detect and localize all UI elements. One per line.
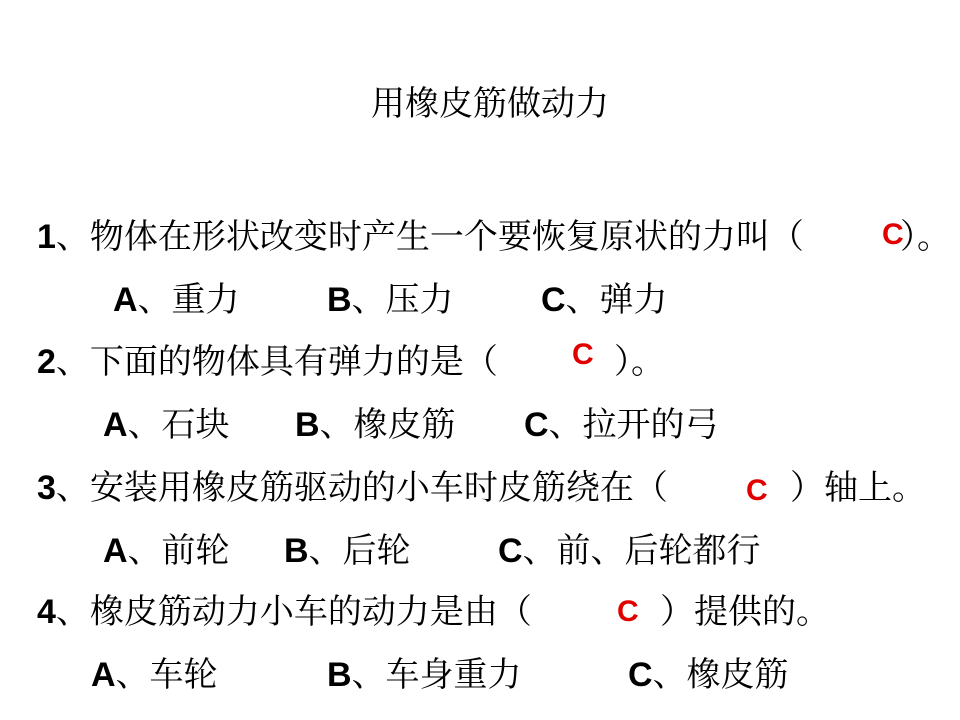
question-number: 4 bbox=[37, 593, 56, 631]
question-number: 1 bbox=[37, 218, 56, 256]
option-text: 、车身重力 bbox=[351, 655, 522, 695]
question-1 bbox=[37, 215, 804, 259]
option-2-c bbox=[524, 403, 719, 447]
answer-2: C bbox=[572, 338, 594, 371]
question-2 bbox=[37, 340, 498, 384]
question-number: 2 bbox=[37, 343, 56, 381]
option-letter: B bbox=[295, 406, 320, 444]
option-1-b bbox=[327, 278, 454, 322]
question-text-after: ）轴上。 bbox=[790, 468, 926, 508]
option-text: 、石块 bbox=[127, 405, 230, 445]
question-4 bbox=[37, 590, 532, 634]
answer-4: C bbox=[617, 595, 639, 628]
option-letter: A bbox=[113, 281, 138, 319]
option-letter: C bbox=[541, 281, 566, 319]
question-text-before: 、下面的物体具有弹力的是（ bbox=[55, 342, 498, 382]
option-3-c bbox=[498, 529, 761, 573]
option-2-b bbox=[295, 403, 456, 447]
option-text: 、前轮 bbox=[127, 531, 230, 571]
question-text-after: ）。 bbox=[900, 217, 951, 257]
option-letter: B bbox=[327, 656, 352, 694]
option-1-c bbox=[541, 278, 668, 322]
question-text-after: ）提供的。 bbox=[660, 592, 830, 632]
answer-3: C bbox=[746, 474, 768, 507]
option-text: 、重力 bbox=[137, 280, 240, 320]
option-text: 、压力 bbox=[351, 280, 454, 320]
option-4-a bbox=[91, 653, 218, 697]
question-text-before: 、安装用橡皮筋驱动的小车时皮筋绕在（ bbox=[55, 468, 668, 508]
option-3-a bbox=[103, 529, 230, 573]
question-text-before: 、橡皮筋动力小车的动力是由（ bbox=[55, 592, 532, 632]
option-text: 、橡皮筋 bbox=[652, 655, 789, 695]
option-text: 、拉开的弓 bbox=[548, 405, 719, 445]
option-letter: A bbox=[103, 406, 128, 444]
option-letter: B bbox=[327, 281, 352, 319]
option-text: 、后轮 bbox=[308, 531, 411, 571]
option-letter: B bbox=[284, 532, 309, 570]
option-letter: C bbox=[524, 406, 549, 444]
option-letter: C bbox=[498, 532, 523, 570]
option-text: 、弹力 bbox=[565, 280, 668, 320]
page-title: 用橡皮筋做动力 bbox=[371, 84, 609, 124]
option-letter: A bbox=[103, 532, 128, 570]
option-3-b bbox=[284, 529, 411, 573]
answer-1: C bbox=[882, 218, 904, 251]
option-4-b bbox=[327, 653, 522, 697]
option-4-c bbox=[628, 653, 789, 697]
option-letter: C bbox=[628, 656, 653, 694]
question-number: 3 bbox=[37, 469, 56, 507]
option-1-a bbox=[113, 278, 240, 322]
option-text: 、车轮 bbox=[115, 655, 218, 695]
option-2-a bbox=[103, 403, 230, 447]
question-text-before: 、物体在形状改变时产生一个要恢复原状的力叫（ bbox=[55, 217, 804, 257]
option-text: 、橡皮筋 bbox=[319, 405, 456, 445]
option-letter: A bbox=[91, 656, 116, 694]
question-3 bbox=[37, 466, 668, 510]
question-text-after: ）。 bbox=[614, 342, 665, 382]
option-text: 、前、后轮都行 bbox=[522, 531, 761, 571]
